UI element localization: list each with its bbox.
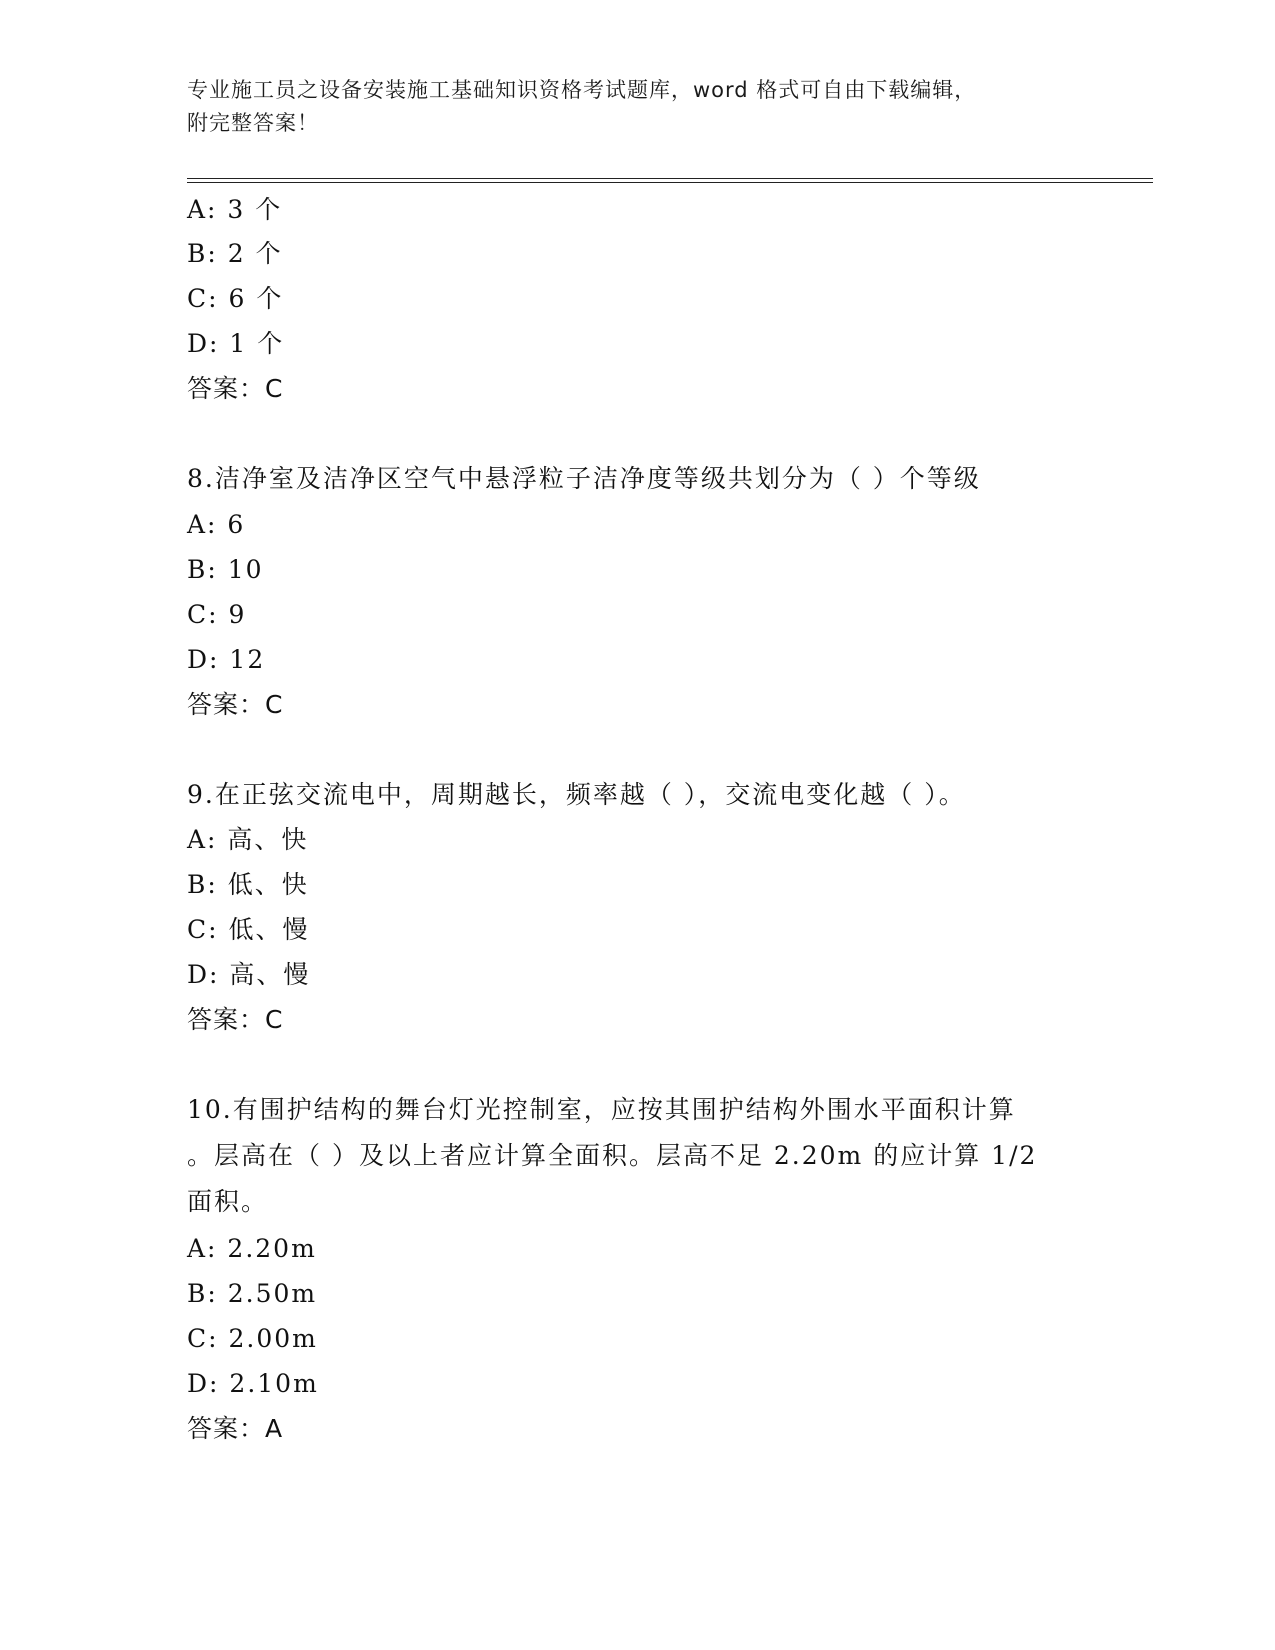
q9-option-d: D: 高、慢	[187, 960, 311, 989]
q8-option-c: C: 9	[187, 600, 247, 629]
q8-answer: 答案：C	[187, 690, 284, 719]
q9-answer: 答案：C	[187, 1005, 284, 1034]
header-divider	[187, 178, 1153, 183]
q9-option-a: A: 高、快	[187, 825, 309, 854]
q9-stem: 9.在正弦交流电中，周期越长，频率越（ ），交流电变化越（ ）。	[187, 780, 966, 809]
q10-option-d: D: 2.10m	[187, 1369, 319, 1398]
q7-option-b: B: 2 个	[187, 239, 283, 268]
q10-option-a: A: 2.20m	[187, 1234, 317, 1263]
q10-stem-line-2: 。层高在（ ）及以上者应计算全面积。层高不足 2.20m 的应计算 1/2	[187, 1141, 1038, 1170]
q10-stem-line-3: 面积。	[187, 1187, 269, 1216]
q9-option-c: C: 低、慢	[187, 915, 310, 944]
q8-stem: 8.洁净室及洁净区空气中悬浮粒子洁净度等级共划分为（ ）个等级	[187, 464, 981, 493]
q10-stem-line-1: 10.有围护结构的舞台灯光控制室，应按其围护结构外围水平面积计算	[187, 1095, 1016, 1124]
header-line-1: 专业施工员之设备安装施工基础知识资格考试题库，word 格式可自由下载编辑，	[187, 78, 977, 102]
q8-option-a: A: 6	[187, 510, 246, 539]
q7-answer: 答案：C	[187, 374, 284, 403]
q8-option-b: B: 10	[187, 555, 264, 584]
q10-option-c: C: 2.00m	[187, 1324, 318, 1353]
q7-option-d: D: 1 个	[187, 329, 285, 358]
q9-option-b: B: 低、快	[187, 870, 309, 899]
q7-option-a: A: 3 个	[187, 195, 283, 224]
page-header	[187, 74, 1067, 140]
q8-option-d: D: 12	[187, 645, 266, 674]
q10-option-b: B: 2.50m	[187, 1279, 318, 1308]
header-line-2: 附完整答案！	[187, 111, 319, 135]
q10-answer: 答案：A	[187, 1414, 284, 1443]
q7-option-c: C: 6 个	[187, 284, 284, 313]
